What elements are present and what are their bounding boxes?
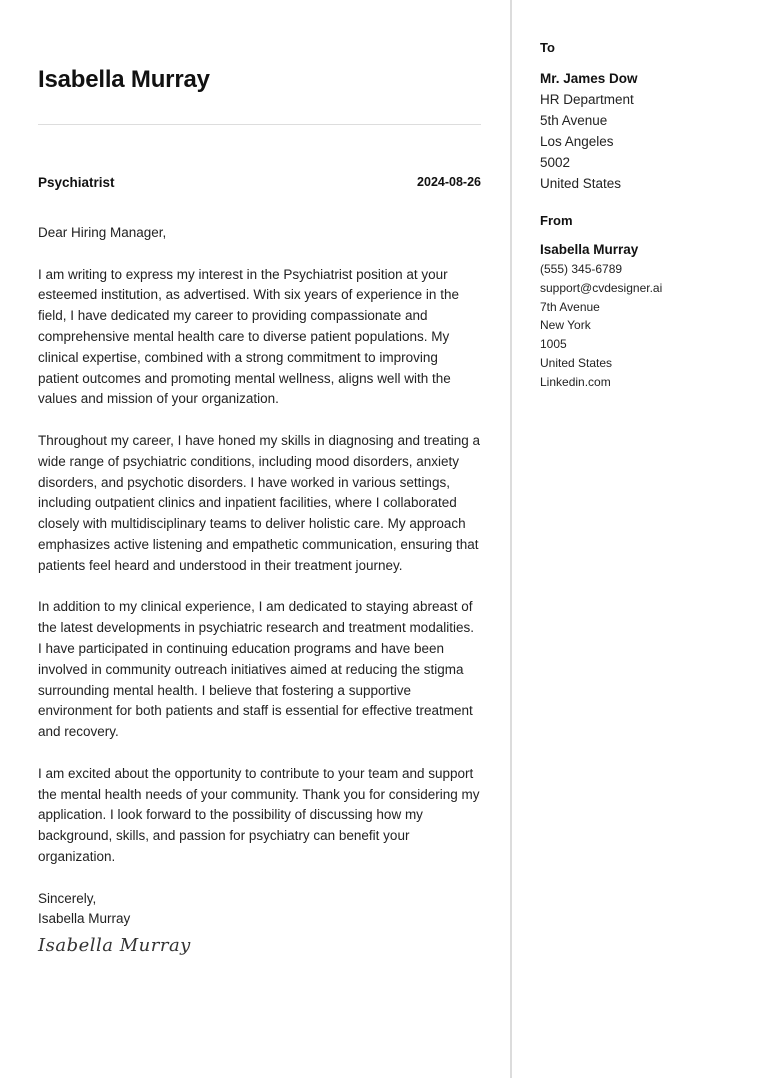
recipient-block (540, 40, 638, 194)
sender-city: New York (540, 318, 591, 333)
recipient-street: 5th Avenue (540, 113, 608, 128)
paragraph-3: In addition to my clinical experience, I am dedicated to staying abreast of the latest developments in psychiatric research and treatment modalities. I have participated in continuing education programs and have been involved in community outreach initiatives aimed at reducing the stigma surrounding mental health. I believe that fostering a supportive environment for both patients and staff is essential for effective treatment and recovery. (38, 599, 474, 740)
sender-country: United States (540, 355, 613, 370)
closing: Sincerely, (38, 890, 97, 906)
signature: Isabella Murray (38, 935, 191, 957)
paragraph-1: I am writing to express my interest in the Psychiatrist position at your esteemed institution, as advertised. With six years of experience in the field, I have dedicated my career to providing compassionate and comprehensive mental health care to diverse patient populations. My clinical expertise, combined with a strong commitment to improving patient outcomes and promoting mental wellness, aligns well with the values and mission of your organization. (38, 266, 459, 407)
applicant-name: Isabella Murray (38, 66, 210, 93)
sender-linkedin: Linkedin.com (540, 374, 611, 389)
letter-body (38, 223, 481, 957)
recipient-country: United States (540, 176, 622, 191)
header-divider (38, 124, 481, 125)
closing-name: Isabella Murray (38, 911, 131, 927)
recipient-city: Los Angeles (540, 134, 614, 149)
sender-name: Isabella Murray (540, 242, 639, 257)
column-divider (510, 0, 512, 1078)
recipient-postal-code: 5002 (540, 155, 571, 170)
from-heading: From (540, 213, 573, 228)
paragraph-4: I am excited about the opportunity to contribute to your team and support the mental health needs of your community. Thank you for considering my application. I look forward to the possibility of discussing how my background, skills, and passion for psychiatry can benefit your organization. (38, 765, 480, 864)
sender-email: support@cvdesigner.ai (540, 280, 663, 295)
sender-street: 7th Avenue (540, 299, 600, 314)
sender-block (540, 213, 662, 392)
recipient-name: Mr. James Dow (540, 71, 638, 86)
sender-postal-code: 1005 (540, 337, 567, 352)
salutation: Dear Hiring Manager, (38, 225, 167, 240)
recipient-department: HR Department (540, 92, 634, 107)
job-title: Psychiatrist (38, 175, 115, 190)
to-heading: To (540, 40, 555, 55)
sender-phone: (555) 345-6789 (540, 262, 623, 276)
letter-date: 2024-08-26 (417, 175, 481, 189)
paragraph-2: Throughout my career, I have honed my skills in diagnosing and treating a wide range of psychiatric conditions, including mood disorders, anxiety disorders, and psychotic disorders. I have worked in various settings, including outpatient clinics and inpatient facilities, where I collaborated closely with multidisciplinary teams to deliver holistic care. My approach emphasizes active listening and empathetic communication, ensuring that patients feel heard and understood in their treatment journey. (38, 432, 481, 573)
